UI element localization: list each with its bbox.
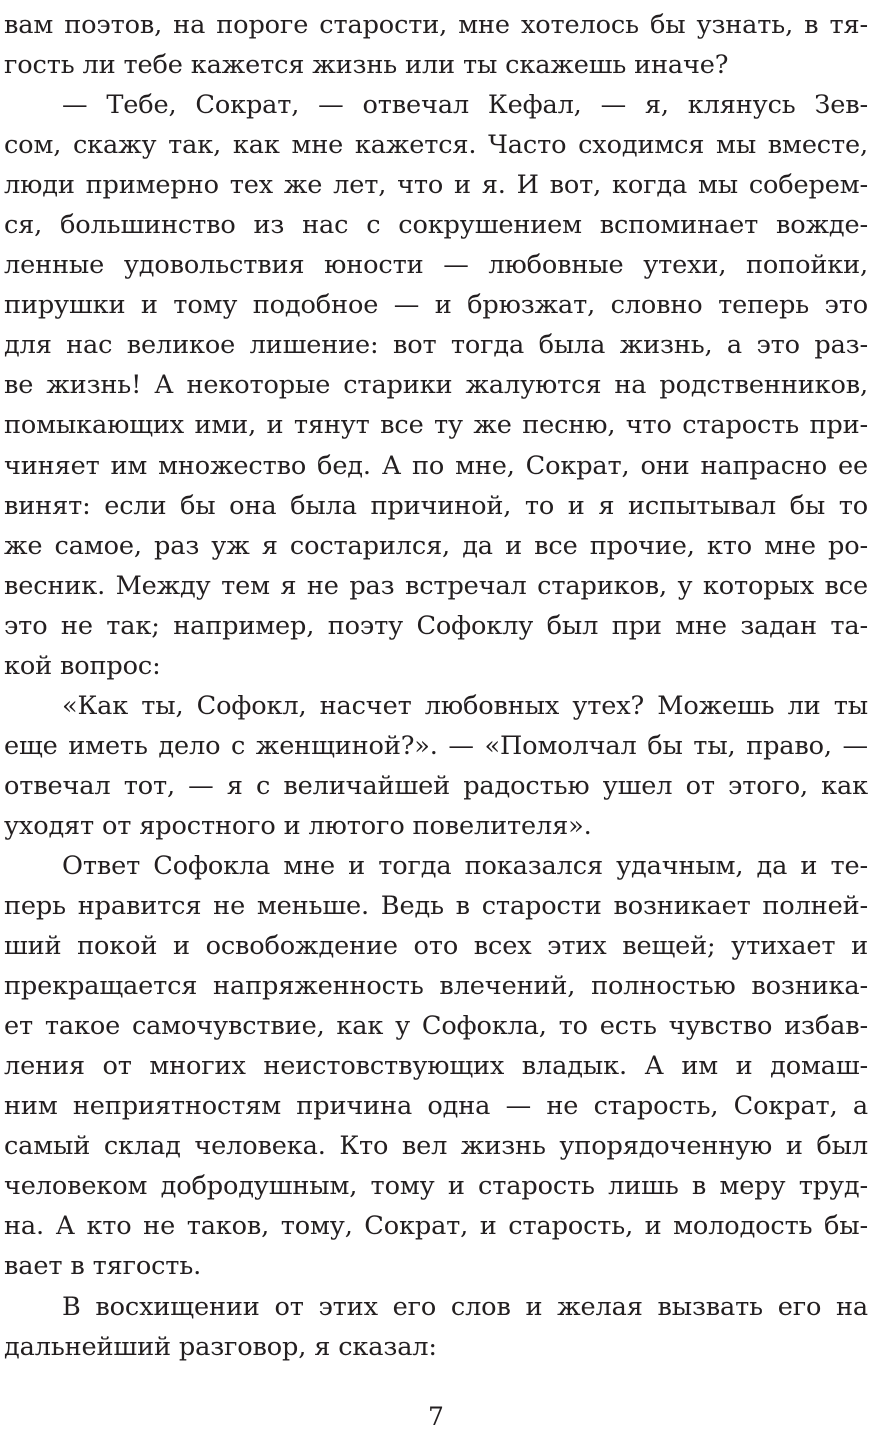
text-line: — Тебе, Сократ, — отвечал Кефал, — я, клянусь Зев-	[62, 90, 868, 121]
text-line: еще иметь дело с женщиной?». — «Помолчал бы ты, право, —	[4, 730, 868, 761]
page-body-text	[4, 5, 868, 1367]
text-line: ленные удовольствия юности — любовные утехи, попойки,	[4, 250, 868, 281]
text-line: вам поэтов, на пороге старости, мне хотелось бы узнать, в тя-	[4, 10, 868, 40]
text-line: чиняет им множество бед. А по мне, Сократ, они напрасно ее	[4, 450, 868, 481]
text-line: ший покой и освобождение ото всех этих вещей; утихает и	[4, 931, 868, 962]
text-line: ве жизнь! А некоторые старики жалуются на родственников,	[4, 370, 868, 401]
text-line: перь нравится не меньше. Ведь в старости возникает полней-	[4, 891, 868, 922]
text-line: ся, большинство из нас с сокрушением вспоминает вожде-	[4, 210, 868, 241]
page-number: 7	[428, 1402, 444, 1431]
text-line: Ответ Софокла мне и тогда показался удачным, да и те-	[62, 850, 868, 881]
text-line: ним неприятностям причина одна — не старость, Сократ, а	[4, 1091, 868, 1122]
text-line: самый склад человека. Кто вел жизнь упорядоченную и был	[4, 1131, 868, 1162]
text-line: пирушки и тому подобное — и брюзжат, словно теперь это	[4, 290, 868, 321]
text-line: винят: если бы она была причиной, то и я испытывал бы то	[4, 490, 868, 521]
text-line: кой вопрос:	[4, 650, 161, 681]
text-line: на. А кто не таков, тому, Сократ, и старость, и молодость бы-	[4, 1211, 868, 1242]
text-line: уходят от яростного и лютого повелителя».	[4, 810, 592, 841]
text-line: дальнейший разговор, я сказал:	[4, 1331, 437, 1362]
text-line: сом, скажу так, как мне кажется. Часто сходимся мы вместе,	[4, 130, 868, 161]
text-line: вает в тягость.	[4, 1251, 202, 1282]
text-line: помыкающих ими, и тянут все ту же песню, что старость при-	[4, 410, 868, 441]
text-line: В восхищении от этих его слов и желая вызвать его на	[62, 1291, 868, 1322]
text-line: ет такое самочувствие, как у Софокла, то есть чувство избав-	[4, 1011, 868, 1042]
text-line: человеком добродушным, тому и старость лишь в меру труд-	[4, 1171, 868, 1202]
text-line: отвечал тот, — я с величайшей радостью ушел от этого, как	[4, 770, 868, 801]
text-line: же самое, раз уж я состарился, да и все прочие, кто мне ро-	[4, 530, 868, 561]
text-line: ления от многих неистовствующих владык. А им и домаш-	[4, 1051, 868, 1082]
text-line: люди примерно тех же лет, что и я. И вот, когда мы соберем-	[4, 170, 868, 201]
text-line: для нас великое лишение: вот тогда была жизнь, а это раз-	[4, 330, 868, 361]
text-line: весник. Между тем я не раз встречал стариков, у которых все	[4, 570, 868, 601]
text-line: прекращается напряженность влечений, полностью возника-	[4, 971, 868, 1002]
text-line: гость ли тебе кажется жизнь или ты скажешь иначе?	[4, 50, 729, 81]
text-line: это не так; например, поэту Софоклу был при мне задан та-	[4, 610, 868, 641]
text-line: «Как ты, Софокл, насчет любовных утех? Можешь ли ты	[62, 690, 868, 721]
